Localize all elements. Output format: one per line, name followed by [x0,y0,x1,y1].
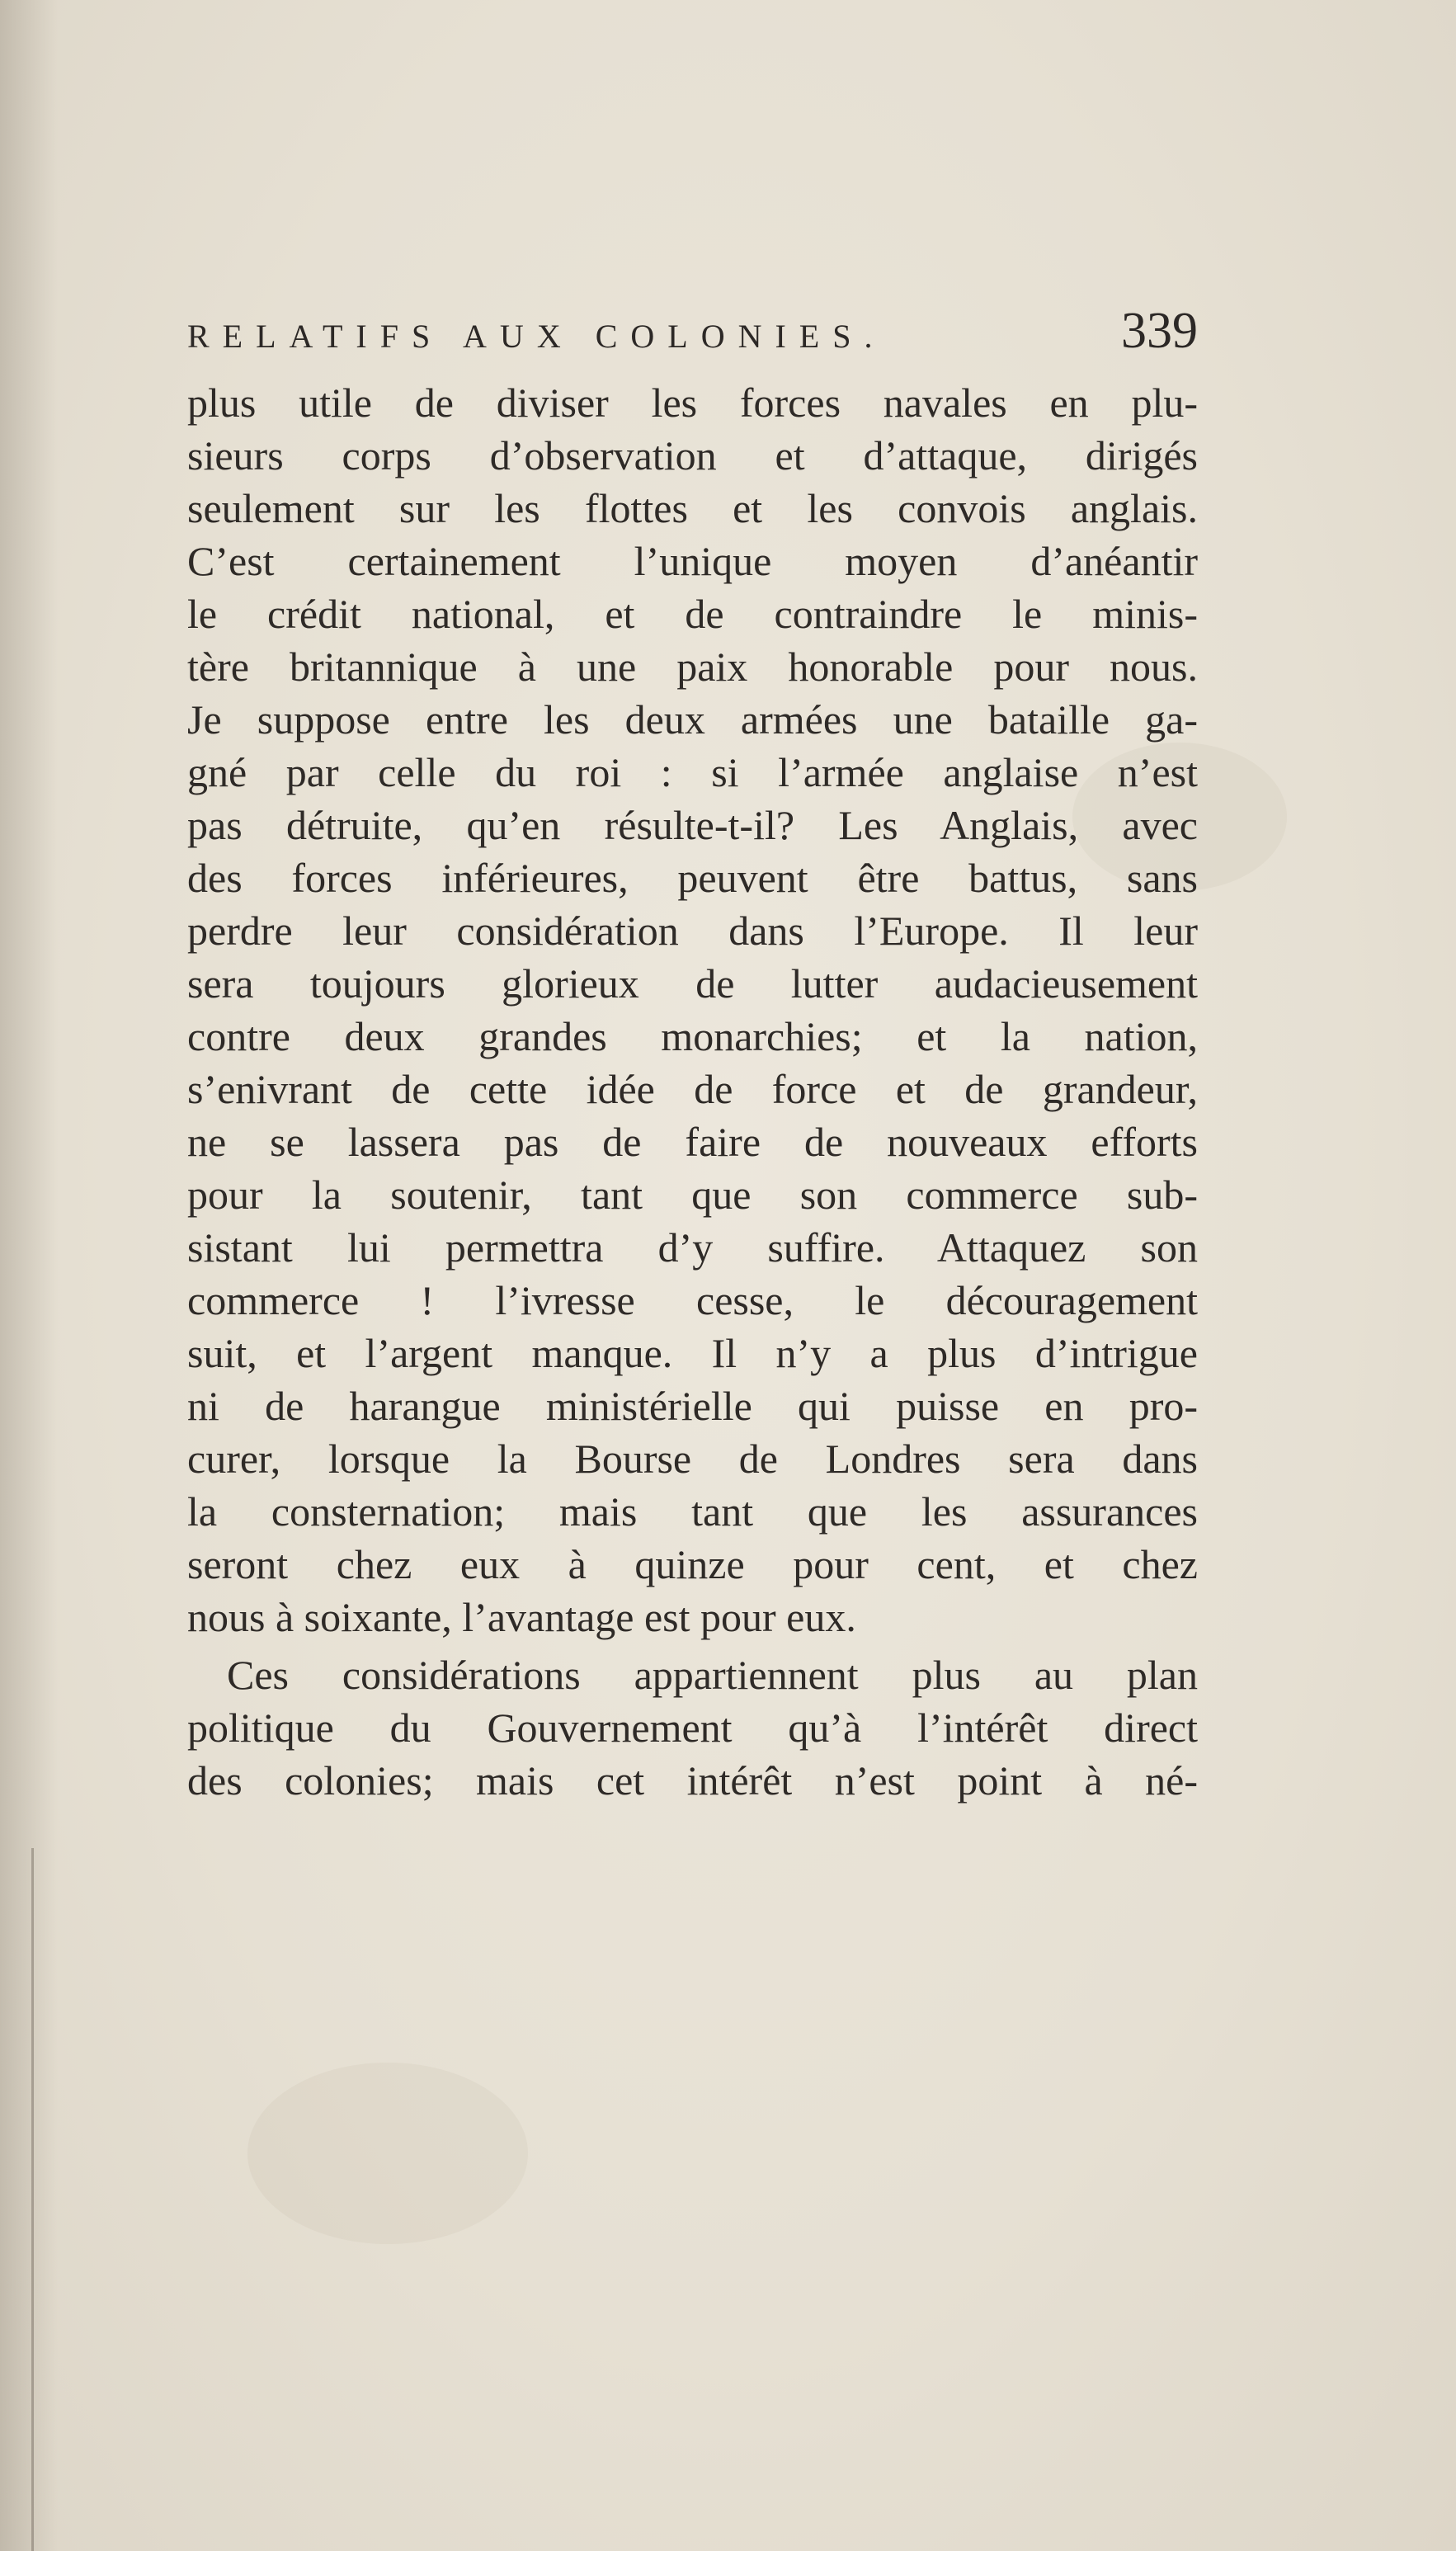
text-line: contre deux grandes monarchies; et la nation, [187,1013,1198,1059]
text-line: des forces inférieures, peuvent être battus, sans [187,855,1198,901]
text-line: seulement sur les flottes et les convois anglais. [187,485,1198,531]
text-line: sieurs corps d’observation et d’attaque, dirigés [187,432,1198,479]
text-line: sera toujours glorieux de lutter audacieusement [187,960,1198,1007]
body-text [187,376,1198,1807]
binding-edge [31,1848,34,2551]
text-line: perdre leur considération dans l’Europe. Il leur [187,908,1198,954]
text-line: C’est certainement l’unique moyen d’anéantir [187,538,1198,584]
text-line: sistant lui permettra d’y suffire. Attaquez son [187,1224,1198,1271]
text-line: gné par celle du roi : si l’armée anglaise n’est [187,749,1198,795]
text-line: pour la soutenir, tant que son commerce sub- [187,1172,1198,1218]
text-line: Je suppose entre les deux armées une bataille ga- [187,696,1198,743]
text-line: le crédit national, et de contraindre le minis- [187,591,1198,637]
text-line: ne se lassera pas de faire de nouveaux efforts [187,1119,1198,1165]
text-line: seront chez eux à quinze pour cent, et chez [187,1541,1198,1587]
page-header [187,302,1198,376]
paragraph-first-line: Ces considérations appartiennent plus au plan [227,1652,1198,1698]
text-line: s’enivrant de cette idée de force et de grandeur, [187,1066,1198,1112]
text-line: suit, et l’argent manque. Il n’y a plus d’intrigue [187,1330,1198,1376]
text-line: la consternation; mais tant que les assurances [187,1488,1198,1535]
text-line: ni de harangue ministérielle qui puisse en pro- [187,1383,1198,1429]
text-line: commerce ! l’ivresse cesse, le découragement [187,1277,1198,1323]
text-line: pas détruite, qu’en résulte-t-il? Les Anglais, avec [187,802,1198,848]
paper-stain [247,2063,528,2244]
text-line: nous à soixante, l’avantage est pour eux. [187,1594,856,1640]
text-line: plus utile de diviser les forces navales en plu- [187,380,1198,426]
text-line: tère britannique à une paix honorable pour nous. [187,644,1198,690]
running-head: RELATIFS AUX COLONIES. [187,318,886,355]
gutter-shadow [0,0,58,2551]
page-number: 339 [1121,303,1198,359]
text-line: politique du Gouvernement qu’à l’intérêt direct [187,1705,1198,1751]
text-line: curer, lorsque la Bourse de Londres sera dans [187,1436,1198,1482]
text-line: des colonies; mais cet intérêt n’est point à né- [187,1757,1198,1804]
